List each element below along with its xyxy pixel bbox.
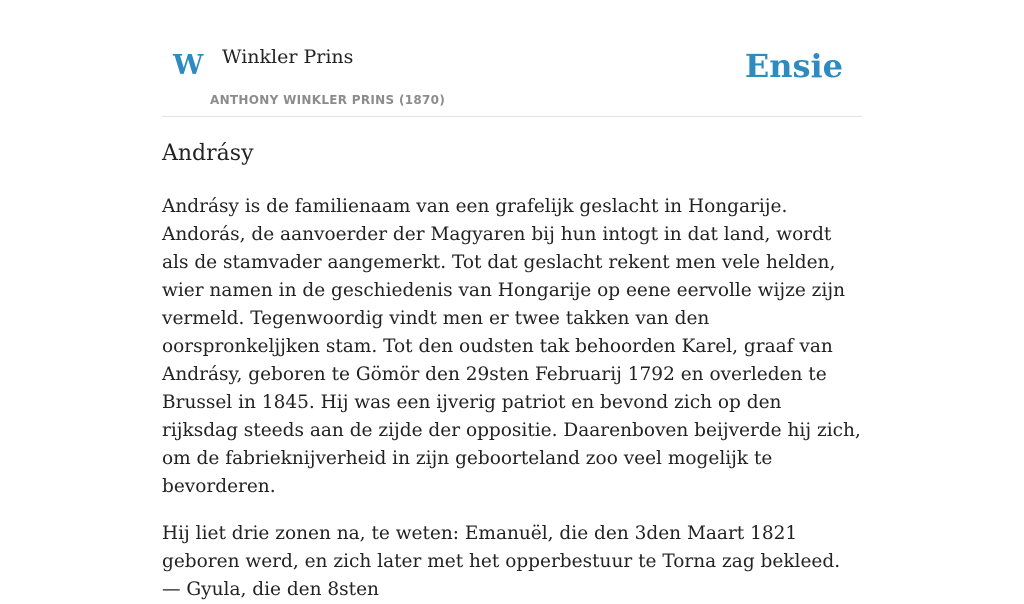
source-subtitle: ANTHONY WINKLER PRINS (1870) bbox=[210, 93, 446, 107]
article-paragraph: Andrásy is de familienaam van een grafelijk geslacht in Hongarije. Andorás, de aanvoerder der Magyaren bij hun intogt in dat land, wordt als de stamvader aangemerkt. Tot dat geslacht rekent men vele helden, wier namen in de geschiedenis van Hongarije op eene eervolle wijze zijn vermeld. Tegenwoordig vindt men er twee takken van den oorspronkeljjken stam. Tot den oudsten tak behoorden Karel, graaf van Andrásy, geboren te Gömör den 29sten Februarij 1792 en overleden te Brussel in 1845. Hij was een ijverig patriot en bevond zich op den rijksdag steeds aan de zijde der oppositie. Daarenboven beijverde hij zich, om de fabrieknijverheid in zijn geboorteland zoo veel mogelijk te bevorderen. bbox=[162, 196, 861, 497]
article bbox=[162, 138, 862, 604]
source-header bbox=[162, 0, 862, 117]
ensie-logo[interactable]: Ensie bbox=[744, 47, 843, 85]
article-title: Andrásy bbox=[162, 141, 254, 166]
article-paragraph: Hij liet drie zonen na, te weten: Emanuël, die den 3den Maart 1821 geboren werd, en zich later met het opperbestuur te Torna zag bekleed. — Gyula, die den 8sten bbox=[162, 523, 841, 600]
source-logo[interactable]: W bbox=[173, 50, 204, 81]
source-title[interactable]: Winkler Prins bbox=[222, 46, 354, 68]
